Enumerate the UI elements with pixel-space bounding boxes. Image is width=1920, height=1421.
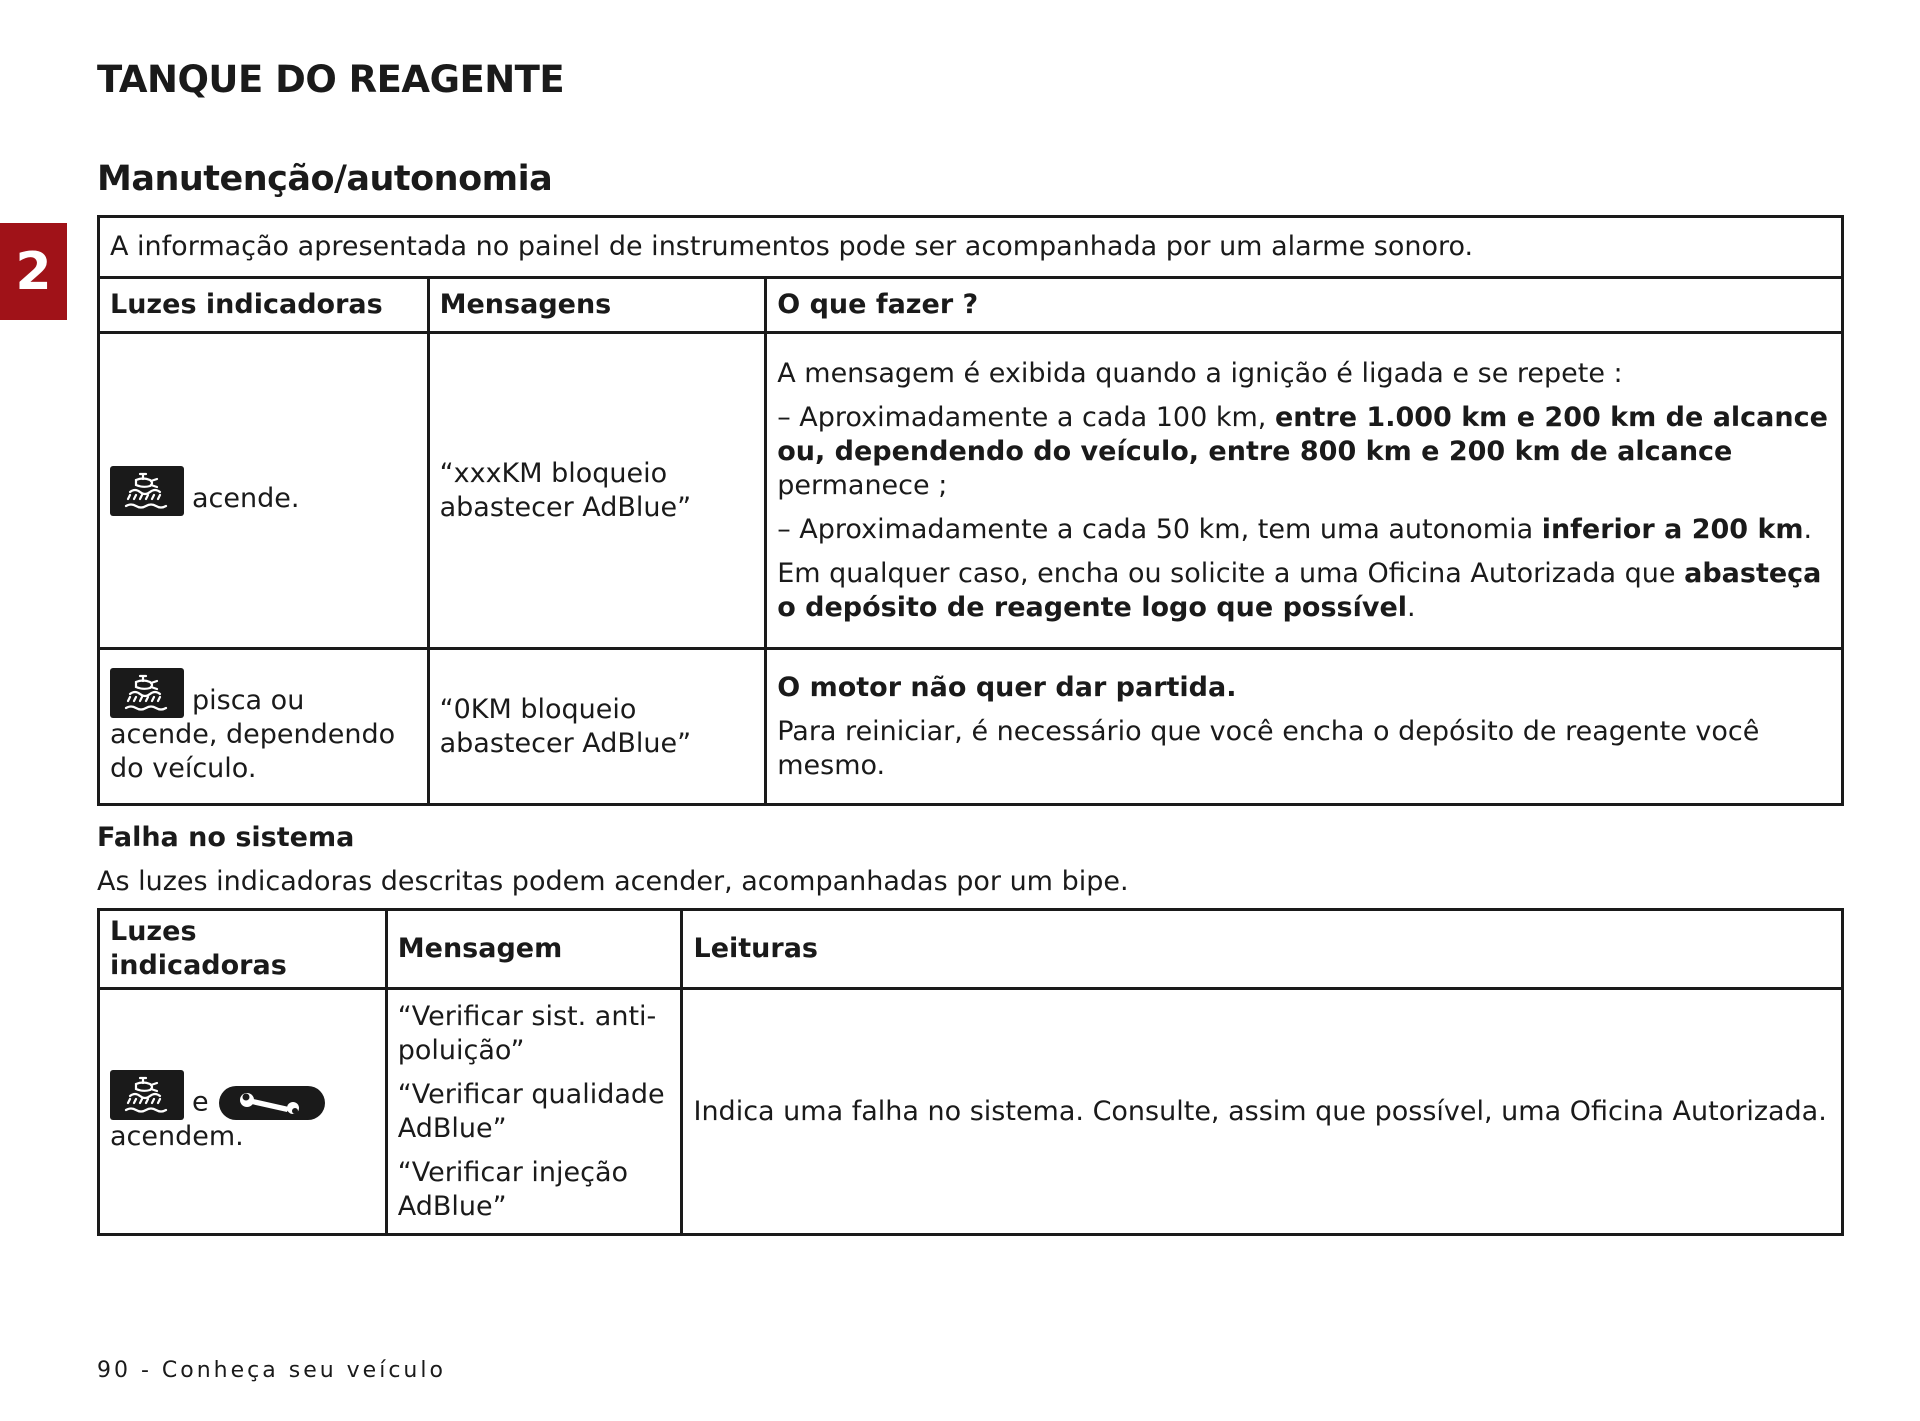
- action-note-bold: abasteça o depósito de reagente logo que possível: [777, 557, 1822, 623]
- action-instruction: Para reiniciar, é necessário que você encha o depósito de reagente você mesmo.: [777, 715, 1760, 781]
- message-cell: [386, 989, 682, 1235]
- failure-text: As luzes indicadoras descritas podem acender, acompanhadas por um bipe.: [97, 866, 1129, 897]
- failure-heading: Falha no sistema: [97, 822, 355, 853]
- header-messages: Mensagens: [428, 278, 766, 333]
- message-item: “Verificar injeção AdBlue”: [397, 1156, 629, 1222]
- maintenance-table: [97, 215, 1844, 806]
- action-cell: [766, 333, 1843, 649]
- action-item-1-bold: entre 1.000 km e 200 km de alcance ou, dependendo do veículo, entre 800 km e 200 km de alcance: [777, 401, 1828, 467]
- message-item: “Verificar qualidade AdBlue”: [397, 1078, 665, 1144]
- table-row: [99, 989, 1843, 1235]
- header-indicator-lights: Luzes indicadoras: [99, 278, 429, 333]
- connector-text: e: [192, 1086, 209, 1117]
- header-indicator-lights: Luzes indicadoras: [99, 910, 387, 989]
- action-item-1-a: – Aproximadamente a cada 100 km,: [777, 401, 1275, 433]
- action-warning: O motor não quer dar partida.: [777, 671, 1237, 703]
- page-footer: 90 - Conheça seu veículo: [97, 1358, 446, 1383]
- indicator-text: acende.: [192, 482, 300, 514]
- table-header-row: [99, 910, 1843, 989]
- action-note-c: .: [1407, 591, 1416, 623]
- action-item-2-bold: inferior a 200 km: [1541, 513, 1804, 545]
- action-cell: [766, 649, 1843, 805]
- message-cell: “xxxKM bloqueio abastecer AdBlue”: [428, 333, 766, 649]
- indicator-cell: [99, 649, 429, 805]
- action-item-1-c: permanece ;: [777, 469, 948, 501]
- header-message: Mensagem: [386, 910, 682, 989]
- action-note-a: Em qualquer caso, encha ou solicite a uma Oficina Autorizada que: [777, 557, 1685, 589]
- reading-cell: Indica uma falha no sistema. Consulte, assim que possível, uma Oficina Autorizada.: [682, 989, 1843, 1235]
- action-note: [777, 557, 1831, 625]
- chapter-tab: 2: [0, 223, 67, 320]
- action-intro: A mensagem é exibida quando a ignição é ligada e se repete :: [777, 357, 1623, 389]
- header-readings: Leituras: [682, 910, 1843, 989]
- page-title: TANQUE DO REAGENTE: [97, 58, 565, 101]
- message-cell: “0KM bloqueio abastecer AdBlue”: [428, 649, 766, 805]
- action-item-1: [777, 401, 1831, 503]
- table-row: [99, 649, 1843, 805]
- adblue-reagent-warning-icon: [110, 466, 184, 516]
- action-item-2-c: .: [1803, 513, 1813, 545]
- action-item-2: [777, 513, 1831, 547]
- section-title: Manutenção/autonomia: [97, 159, 553, 199]
- adblue-reagent-warning-icon: [110, 1070, 184, 1120]
- failure-table: [97, 908, 1844, 1236]
- indicator-cell: [99, 333, 429, 649]
- table-intro: A informação apresentada no painel de instrumentos pode ser acompanhada por um alarme sonoro.: [99, 217, 1843, 278]
- indicator-text: pisca ou acende, dependendo do veículo.: [110, 684, 396, 784]
- message-item: “Verificar sist. anti-poluição”: [397, 1000, 657, 1066]
- table-row: [99, 333, 1843, 649]
- action-item-2-a: – Aproximadamente a cada 50 km, tem uma autonomia: [777, 513, 1542, 545]
- indicator-text: acendem.: [110, 1120, 244, 1152]
- indicator-cell: [99, 989, 387, 1235]
- wrench-service-icon: [219, 1086, 325, 1120]
- header-what-to-do: O que fazer ?: [766, 278, 1843, 333]
- table-header-row: [99, 278, 1843, 333]
- adblue-reagent-warning-icon: [110, 668, 184, 718]
